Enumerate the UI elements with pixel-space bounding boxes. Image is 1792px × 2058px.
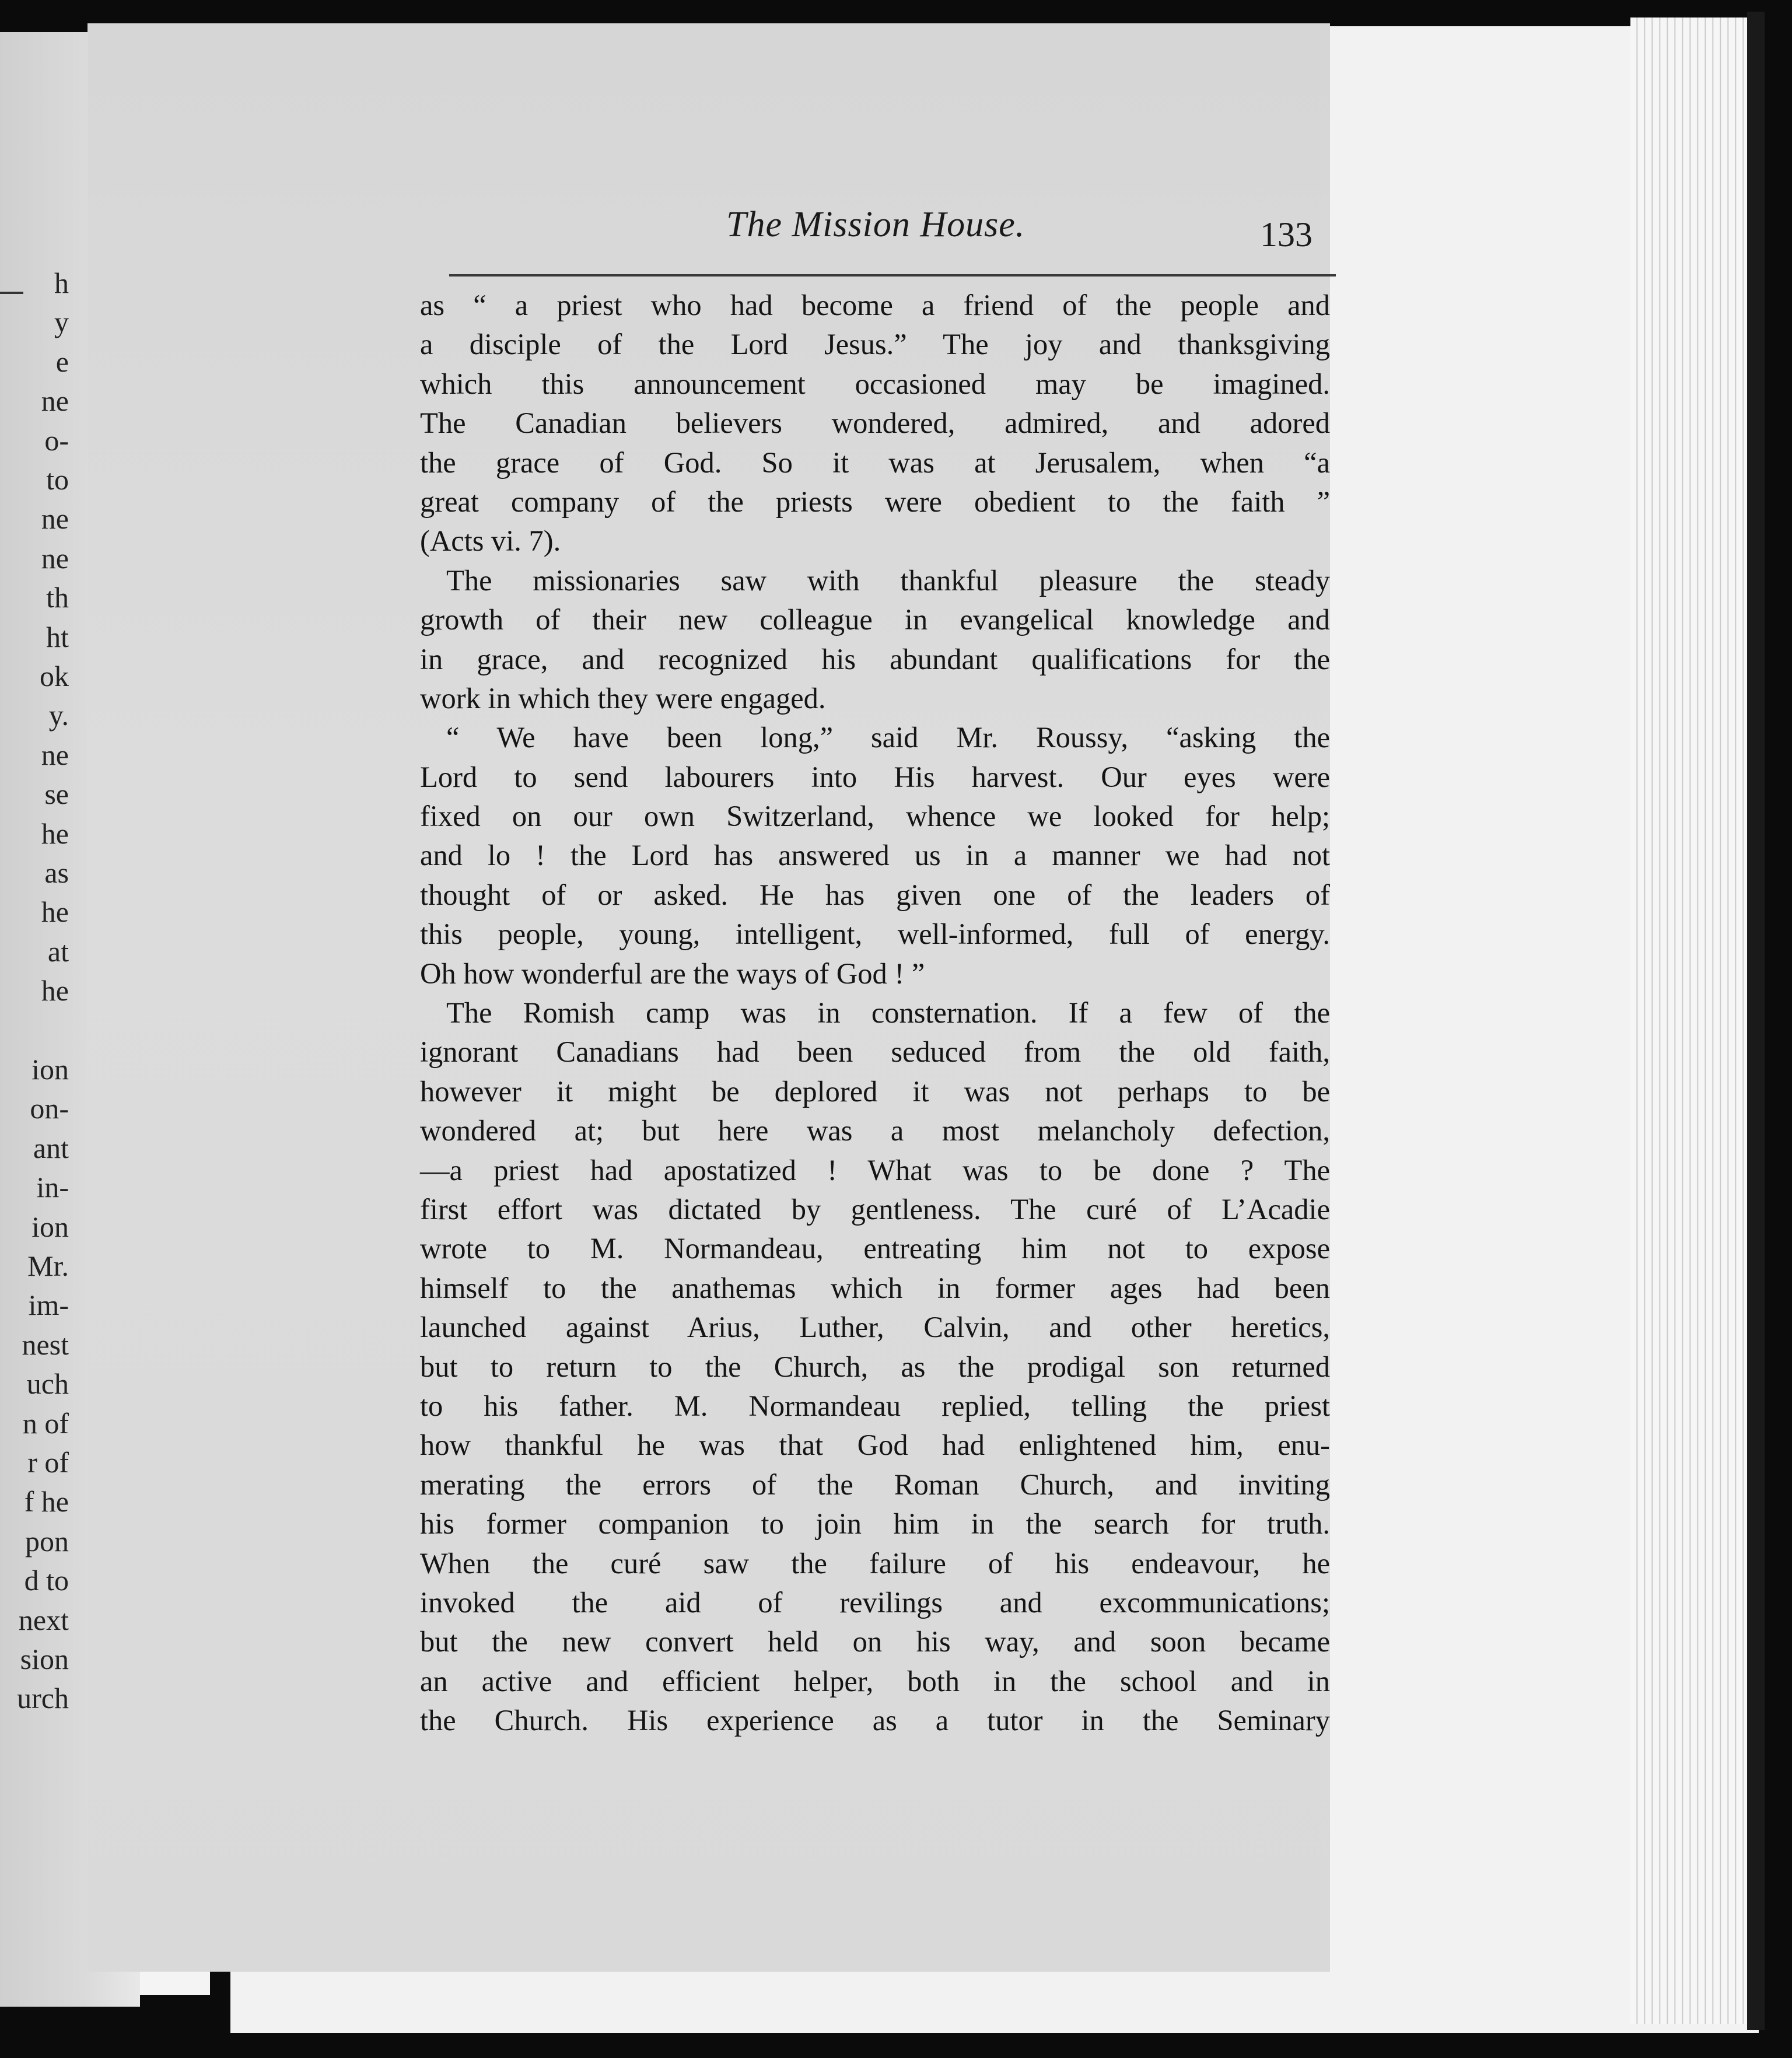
previous-page-line-fragment: urch (17, 1682, 69, 1715)
body-text (420, 286, 1330, 1740)
text-line: fixed on our own Switzerland, whence we looked for help; (420, 800, 1330, 833)
text-line: and lo ! the Lord has answered us in a manner we had not (420, 839, 1330, 872)
text-line: first effort was dictated by gentleness. The curé of L’Acadie (420, 1192, 1330, 1226)
text-line: growth of their new colleague in evangelical knowledge and (420, 603, 1330, 636)
previous-page-line-fragment: im- (28, 1289, 69, 1322)
previous-page-line-fragment: sion (20, 1643, 69, 1675)
previous-page-line-fragment: f he (24, 1485, 69, 1518)
text-line: his former companion to join him in the search for truth. (420, 1507, 1330, 1541)
text-line: invoked the aid of revilings and excommunications; (420, 1586, 1330, 1619)
previous-page-line-fragment: ne (41, 502, 69, 536)
text-line: to his father. M. Normandeau replied, telling the priest (420, 1389, 1330, 1422)
text-line: The missionaries saw with thankful pleasure the steady (446, 564, 1330, 597)
previous-page-line-fragment: ne (41, 738, 69, 771)
text-line: as “ a priest who had become a friend of the people and (420, 289, 1330, 321)
header-rule (449, 274, 1336, 276)
previous-page-line-fragment: n of (22, 1406, 69, 1440)
previous-page-line-fragment: ne (41, 541, 69, 575)
text-line: great company of the priests were obedient to the faith ” (420, 485, 1330, 518)
previous-page-line-fragment: he (41, 817, 69, 850)
text-line: “ We have been long,” said Mr. Roussy, “asking the (446, 721, 1330, 754)
previous-page-line-fragment: uch (26, 1367, 69, 1401)
text-line: Oh how wonderful are the ways of God ! ” (420, 957, 925, 990)
text-line: wondered at; but here was a most melancholy defection, (420, 1114, 1330, 1147)
previous-page-line-fragment: in- (36, 1171, 69, 1204)
previous-page-line-fragment: ion (32, 1053, 69, 1086)
previous-page-line-fragment: next (18, 1603, 69, 1636)
text-line: launched against Arius, Luther, Calvin, and other heretics, (420, 1311, 1330, 1344)
previous-page-line-fragment: y. (48, 699, 69, 732)
previous-page-line-fragment: ok (40, 660, 69, 692)
previous-page-line-fragment: Mr. (27, 1250, 69, 1282)
text-line: himself to the anathemas which in former ages had been (420, 1271, 1330, 1304)
text-line: a disciple of the Lord Jesus.” The joy and thanksgiving (420, 328, 1330, 361)
previous-page-line-fragment: on- (30, 1092, 69, 1125)
previous-page-line-fragment: ant (33, 1131, 69, 1164)
previous-page-line-fragment: as (44, 856, 69, 889)
previous-page-line-fragment: he (41, 974, 69, 1007)
text-line: in grace, and recognized his abundant qualifications for the (420, 642, 1330, 676)
previous-page-line-fragment: ne (41, 384, 69, 418)
book-edge-shadow (1747, 12, 1765, 2030)
text-line: how thankful he was that God had enlightened him, enu- (420, 1429, 1330, 1462)
previous-page-line-fragment: ion (32, 1210, 69, 1243)
previous-page-line-fragment: r of (27, 1446, 69, 1479)
previous-page-line-fragment: e (55, 345, 69, 378)
text-line: but the new convert held on his way, and soon became (420, 1625, 1330, 1658)
text-line: merating the errors of the Roman Church, and inviting (420, 1468, 1330, 1501)
text-line: (Acts vi. 7). (420, 524, 561, 558)
text-line: wrote to M. Normandeau, entreating him not to expose (420, 1232, 1330, 1265)
page-edges (1630, 18, 1747, 2024)
previous-page-line-fragment: h (54, 267, 69, 299)
previous-page-line-fragment: th (46, 581, 69, 614)
running-title: The Mission House. (726, 205, 1026, 244)
text-line: which this announcement occasioned may be imagined. (420, 367, 1330, 400)
text-line: however it might be deplored it was not perhaps to be (420, 1074, 1330, 1108)
text-line: thought of or asked. He has given one of the leaders of (420, 878, 1330, 911)
text-line: but to return to the Church, as the prodigal son returned (420, 1350, 1330, 1383)
text-line: work in which they were engaged. (420, 681, 826, 715)
text-line: an active and efficient helper, both in the school and in (420, 1664, 1330, 1698)
previous-page-line-fragment: d to (24, 1564, 69, 1597)
text-line: The Canadian believers wondered, admired, and adored (420, 407, 1330, 440)
previous-page-line-fragment: he (41, 895, 69, 929)
previous-page-line-fragment: to (46, 463, 69, 496)
text-line: Lord to send labourers into His harvest. Our eyes were (420, 760, 1330, 793)
text-line: this people, young, intelligent, well-informed, full of energy. (420, 918, 1330, 951)
previous-page-line-fragment: pon (25, 1524, 69, 1558)
text-line: When the curé saw the failure of his endeavour, he (420, 1546, 1330, 1580)
text-line: ignorant Canadians had been seduced from the old faith, (420, 1035, 1330, 1069)
previous-page-line-fragment: se (44, 778, 69, 811)
previous-page-line-fragment: nest (22, 1328, 69, 1361)
text-line: the Church. His experience as a tutor in the Seminary (420, 1704, 1330, 1737)
previous-page-line-fragment: ht (46, 620, 69, 653)
page-number: 133 (1260, 215, 1312, 254)
text-line: the grace of God. So it was at Jerusalem, when “a (420, 446, 1330, 479)
previous-page-line-fragment: at (47, 935, 69, 968)
previous-page-line-fragment: y (54, 306, 69, 339)
previous-page-line-fragment: o- (44, 424, 69, 457)
text-line: —a priest had apostatized ! What was to be done ? The (420, 1153, 1330, 1186)
text-line: The Romish camp was in consternation. If a few of the (446, 996, 1330, 1030)
